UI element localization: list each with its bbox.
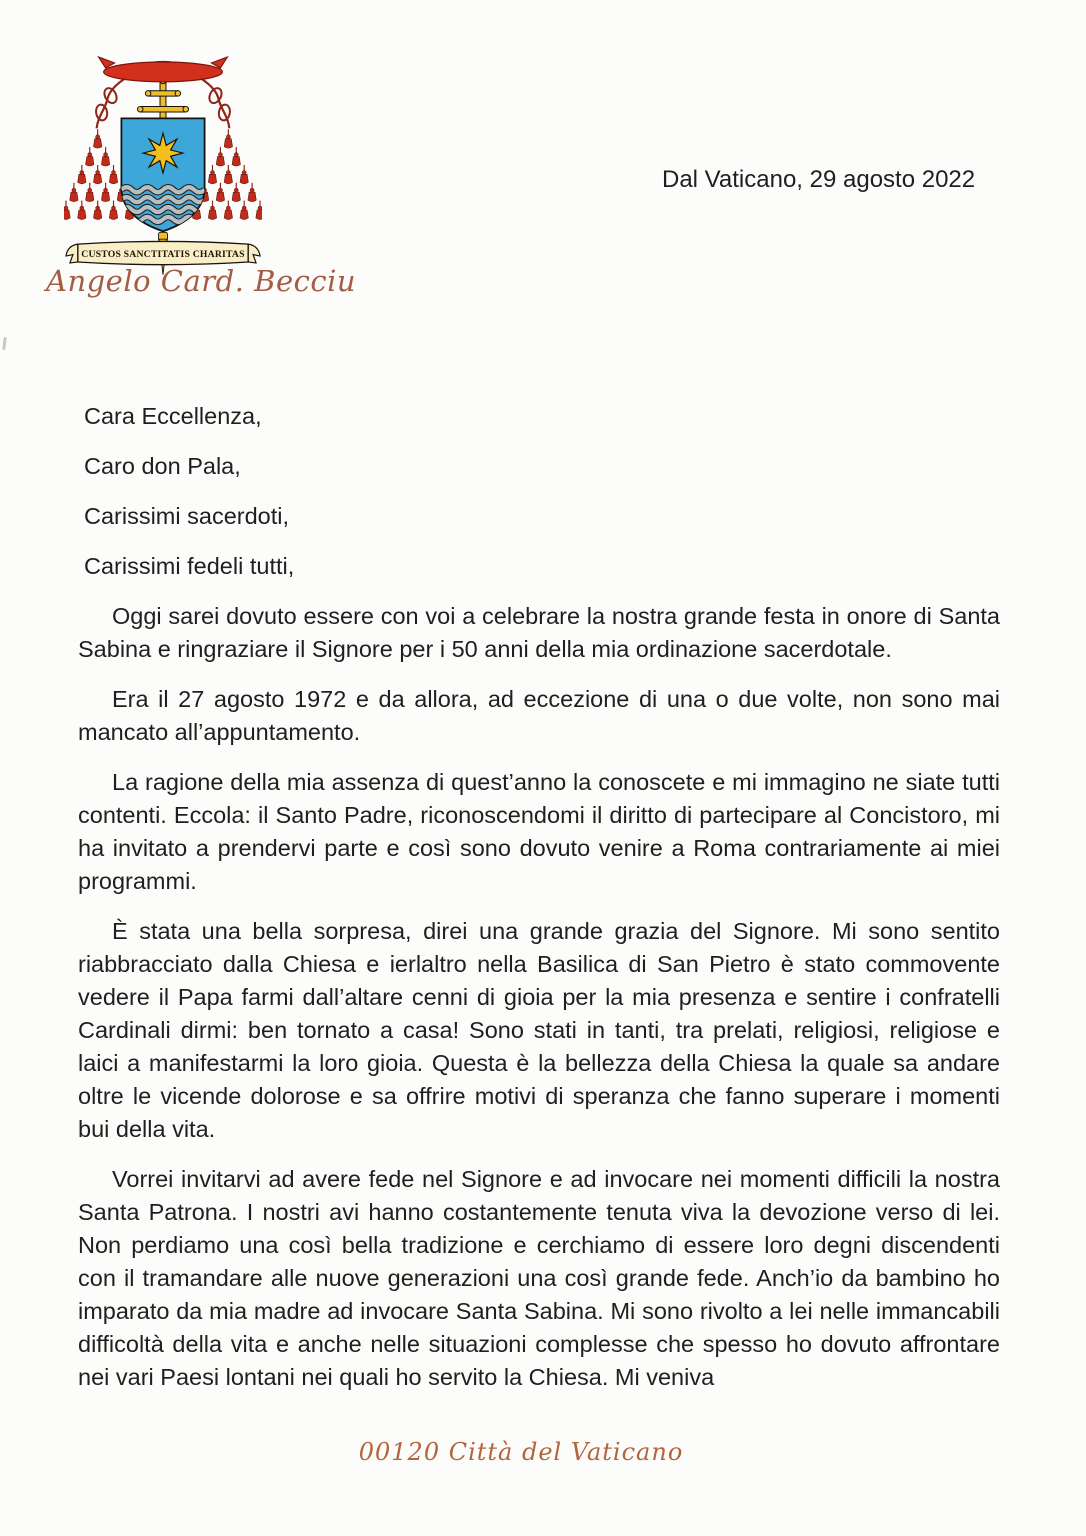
salutation-line: Caro don Pala,: [84, 453, 241, 479]
galero-hat-icon: [99, 57, 228, 82]
salutation-line: Carissimi fedeli tutti,: [84, 553, 295, 579]
crest-motto: CUSTOS SANCTITATIS CHARITAS: [81, 249, 245, 261]
letterhead-signature: Angelo Card. Becciu: [46, 264, 357, 298]
salutation-line: Cara Eccellenza,: [84, 403, 262, 429]
coat-of-arms-icon: [64, 40, 262, 280]
motto-banner-icon: [66, 241, 260, 264]
coat-of-arms: [64, 40, 262, 280]
paragraph: Oggi sarei dovuto essere con voi a celebrare la nostra grande festa in onore di Santa Sabina e ringraziare il Signore per i 50 anni della mia ordinazione sacerdotale.: [78, 603, 1000, 662]
letter-body: [78, 400, 1000, 1394]
salutation-line: Carissimi sacerdoti,: [84, 503, 290, 529]
shield-icon: [121, 118, 204, 231]
paragraph: Vorrei invitarvi ad avere fede nel Signore e ad invocare nei momenti difficili la nostra Santa Patrona. I nostri avi hanno costantemente tenuta viva la devozione verso di lei. Non perdiamo una così bella tradizione e cerchiamo di essere loro degni discendenti con il tramandare alle nuove generazioni una così grande fede. Anch’io da bambino ho imparato da mia madre ad invocare Santa Sabina. Mi sono rivolto a lei nelle immancabili difficoltà della vita e anche nelle situazioni complesse che spesso ho dovuto affrontare nei vari Paesi lontani nei quali ho servito la Chiesa. Mi veniva: [78, 1166, 1000, 1390]
paragraph: È stata una bella sorpresa, direi una grande grazia del Signore. Mi sono sentito riabbracciato dalla Chiesa e ierlaltro nella Basilica di San Pietro è stato commovente vedere il Papa farmi dall’altare cenni di gioia per la mia presenza e sentire i confratelli Cardinali dirmi: ben tornato a casa! Sono stati in tanti, tra prelati, religiosi, religiose e laici a manifestarmi la loro gioia. Questa è la bellezza della Chiesa la quale sa andare oltre le vicende dolorose e sa offrire motivi di speranza che fanno superare i momenti bui della vita.: [78, 918, 1000, 1142]
star-icon: [143, 133, 183, 173]
paragraph: La ragione della mia assenza di quest’anno la conoscete e mi immagino ne siate tutti contenti. Eccola: il Santo Padre, riconoscendomi il diritto di partecipare al Concistoro, mi ha invitato a prendervi parte e così sono dovuto venire a Roma contrariamente ai miei programmi.: [78, 769, 1000, 894]
scan-artifact: [2, 337, 7, 350]
date-line: Dal Vaticano, 29 agosto 2022: [662, 166, 976, 193]
paragraph: Era il 27 agosto 1972 e da allora, ad eccezione di una o due volte, non sono mai mancato all’appuntamento.: [78, 686, 1000, 745]
footer-address: 00120 Città del Vaticano: [358, 1438, 684, 1466]
